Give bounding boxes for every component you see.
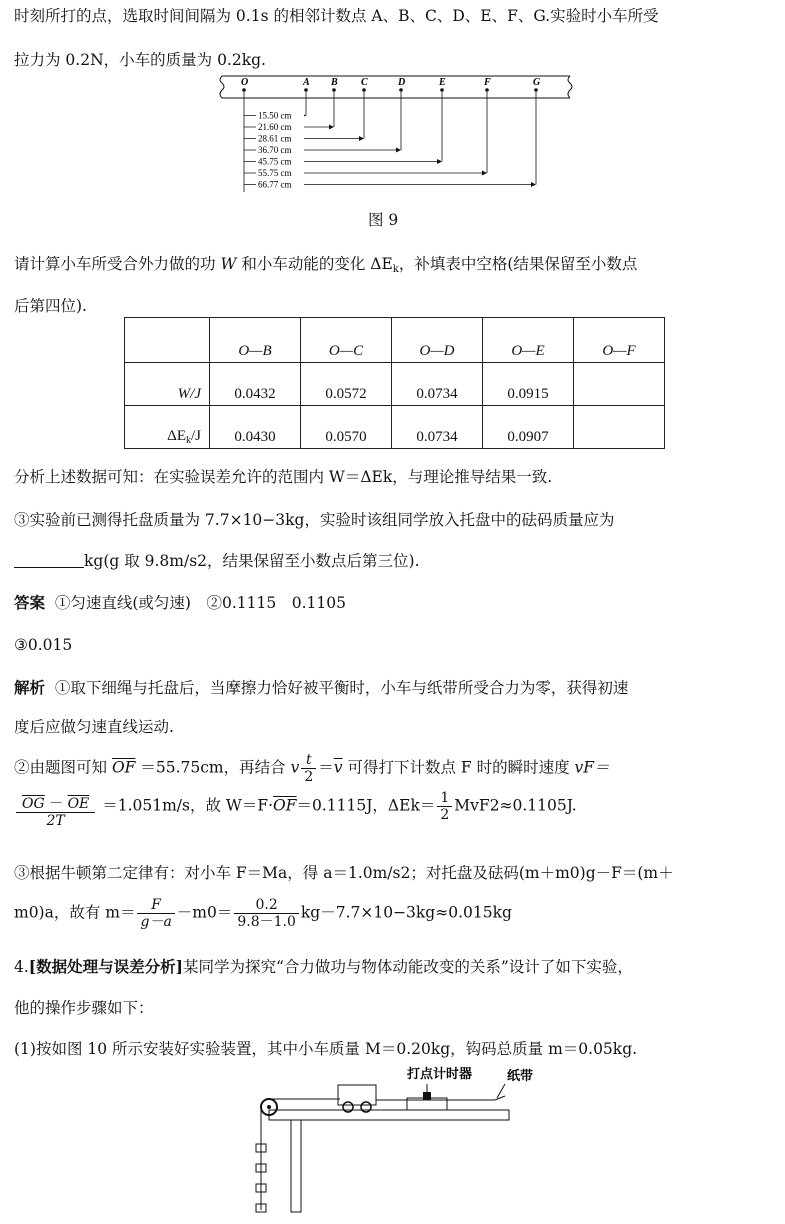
tape-dot	[304, 88, 308, 92]
explanation-label: 解析	[14, 678, 46, 697]
explanation-line-3: ②由题图可知 $\overline{OF} =55.75cm$，再结合 v $\frac{t}{2}$ $=\overline{v}$ 可得打下计数点 F 时的瞬时速度 vF＝	[14, 752, 610, 785]
tape-point-label: C	[361, 77, 368, 88]
problem-4-step-1: (1)按如图 10 所示安装好实验装置，其中小车质量 M＝0.20kg，钩码总质量 m＝0.05kg.	[14, 1040, 638, 1058]
arrow-head	[329, 125, 334, 130]
explanation-line-1	[14, 678, 628, 698]
table-row-w	[125, 363, 665, 406]
explanation-text-1: ①取下细绳与托盘后，当摩擦力恰好被平衡时，小车与纸带所受合力为零，获得初速	[54, 679, 629, 697]
problem-number: 4.	[14, 958, 29, 976]
exp-text: ＝0.1115J，ΔEk＝	[296, 796, 436, 815]
question-text-c: ，补填表中空格(结果保留至小数点	[398, 255, 638, 273]
tape-point-label: D	[398, 77, 406, 88]
table-cell: 0.0432	[210, 363, 301, 406]
fraction-velocity: $\frac{\overline{OG} - \overline{OE}}{2T}$	[16, 796, 95, 829]
data-table	[124, 317, 665, 449]
table-cell: 0.0907	[483, 406, 574, 449]
arrow-head	[531, 182, 536, 187]
table-header-cell: O—B	[210, 318, 301, 363]
table-row-label	[125, 406, 210, 449]
exp-vf: vF＝	[574, 758, 610, 777]
q3-line-2	[14, 551, 420, 571]
exp-text: 可得打下计数点 F 时的瞬时速度	[347, 758, 570, 777]
fraction-numeric: $\frac{0.2}{9.8-1.0}$	[234, 897, 299, 930]
tape-dot	[399, 88, 403, 92]
answer-blank	[14, 553, 84, 568]
answer-line-1	[14, 593, 346, 613]
tape-point-label: E	[439, 77, 446, 88]
explanation-line-4	[14, 790, 577, 829]
intro-line-1: 时刻所打的点，选取时间间隔为 0.1s 的相邻计数点 A、B、C、D、E、F、G.实验时小车所受	[14, 7, 659, 25]
answer-line-2: ③0.015	[14, 636, 73, 654]
exp-text: ＝55.75cm，再结合	[140, 758, 286, 777]
question-sub-k: k	[392, 264, 399, 275]
exp-text: kg－7.7×10−3kg≈0.015kg	[300, 903, 512, 922]
table-cell: 0.0915	[483, 363, 574, 406]
question-text-b: 和小车动能的变化 ΔE	[241, 255, 393, 273]
analysis-line: 分析上述数据可知：在实验误差允许的范围内 W＝ΔEk，与理论推导结果一致.	[14, 468, 553, 486]
table-header-cell: O—D	[392, 318, 483, 363]
fraction-half: $\frac{1}{2}$	[437, 790, 452, 823]
paper-tape-figure	[210, 72, 580, 197]
apparatus-figure	[245, 1060, 545, 1220]
fraction-t-over-2: $\frac{t}{2}$	[301, 752, 316, 785]
segment-of: $\overline{OF}$	[111, 758, 136, 777]
figure-9-caption: 图 9	[368, 211, 399, 229]
table-header-cell: O—F	[574, 318, 665, 363]
table-header-cell: O—E	[483, 318, 574, 363]
problem-text: 某同学为探究“合力做功与物体动能改变的关系”设计了如下实验，	[182, 958, 633, 976]
measurement-label: 36.70 cm	[258, 145, 292, 155]
problem-4-line-2: 他的操作步骤如下：	[14, 999, 154, 1017]
label-sub-k: k	[185, 435, 191, 446]
arrow-head	[437, 159, 442, 164]
question-w: W	[220, 255, 237, 273]
table-row-label: W/J	[125, 363, 210, 406]
table-cell: 0.0734	[392, 363, 483, 406]
tape-dot	[242, 88, 246, 92]
question-text-a: 请计算小车所受合外力做的功	[14, 255, 216, 273]
tape-dot	[362, 88, 366, 92]
exp-text: ＝1.051m/s，故 W＝F·	[102, 796, 274, 815]
arrow-head	[396, 148, 401, 153]
answer-text-1: ①匀速直线(或匀速) ②0.1115 0.1105	[54, 594, 346, 612]
label-delta-e: ΔE	[167, 428, 186, 444]
segment-og: $\overline{OG}$	[22, 795, 45, 812]
segment-oe: $\overline{OE}$	[67, 795, 90, 812]
explanation-line-5: ③根据牛顿第二定律有：对小车 F＝Ma，得 a＝1.0m/s2；对托盘及砝码(m＋m0)g－F＝(m＋	[14, 864, 674, 882]
q3-line-2-text: kg(g 取 9.8m/s2，结果保留至小数点后第三位).	[84, 552, 420, 570]
intro-line-2: 拉力为 0.2N，小车的质量为 0.2kg.	[14, 51, 266, 69]
measurement-label: 45.75 cm	[258, 156, 292, 167]
arrow-head	[482, 171, 487, 176]
fraction-f-over-ga: $\frac{F}{g-a}$	[137, 897, 174, 930]
explanation-line-2: 度后应做匀速直线运动.	[14, 718, 174, 736]
question-line-2: 后第四位).	[14, 297, 87, 315]
exp-text: MvF2≈0.1105J.	[454, 796, 577, 815]
tape-point-label: F	[484, 77, 491, 88]
problem-tag: [数据处理与误差分析]	[28, 957, 183, 976]
label-timer: 打点计时器	[407, 1067, 473, 1082]
q3-line-1: ③实验前已测得托盘质量为 7.7×10−3kg，实验时该组同学放入托盘中的砝码质量应为	[14, 511, 615, 529]
measurement-label: 15.50 cm	[258, 110, 292, 121]
tape-dot	[534, 88, 538, 92]
table-cell: 0.0430	[210, 406, 301, 449]
measurement-label: 55.75 cm	[258, 168, 292, 178]
tape-point-label: B	[331, 77, 338, 88]
label-unit: /J	[190, 428, 201, 444]
table-cell: 0.0570	[301, 406, 392, 449]
den-2t: 2T	[46, 812, 65, 829]
arrow-head	[359, 136, 364, 141]
question-line-1	[14, 254, 637, 280]
problem-4-line-1	[14, 957, 633, 977]
label-tape: 纸带	[507, 1069, 534, 1084]
tape-dot	[485, 88, 489, 92]
explanation-line-6	[14, 897, 512, 930]
segment-of-2: $\overline{OF}$	[273, 796, 297, 815]
exp-text: ②由题图可知	[14, 758, 108, 777]
tape-point-label: G	[533, 77, 541, 88]
table-header-cell: O—C	[301, 318, 392, 363]
tape-dot	[332, 88, 336, 92]
exp-text: －m0＝	[176, 903, 233, 922]
measurement-label: 21.60 cm	[258, 122, 292, 132]
table-row-ek	[125, 406, 665, 449]
table-header-row	[125, 318, 665, 363]
tape-point-label: O	[241, 77, 249, 88]
measurement-label: 66.77 cm	[258, 179, 292, 190]
table-cell-blank	[574, 363, 665, 406]
table-cell-blank	[574, 406, 665, 449]
tape-dot	[440, 88, 444, 92]
table-cell: 0.0572	[301, 363, 392, 406]
answer-label: 答案	[14, 593, 46, 612]
tape-point-label: A	[303, 77, 310, 88]
table-cell: 0.0734	[392, 406, 483, 449]
table-header-cell	[125, 318, 210, 363]
measurement-label: 28.61 cm	[258, 133, 292, 144]
exp-text: m0)a，故有 m＝	[14, 903, 136, 922]
